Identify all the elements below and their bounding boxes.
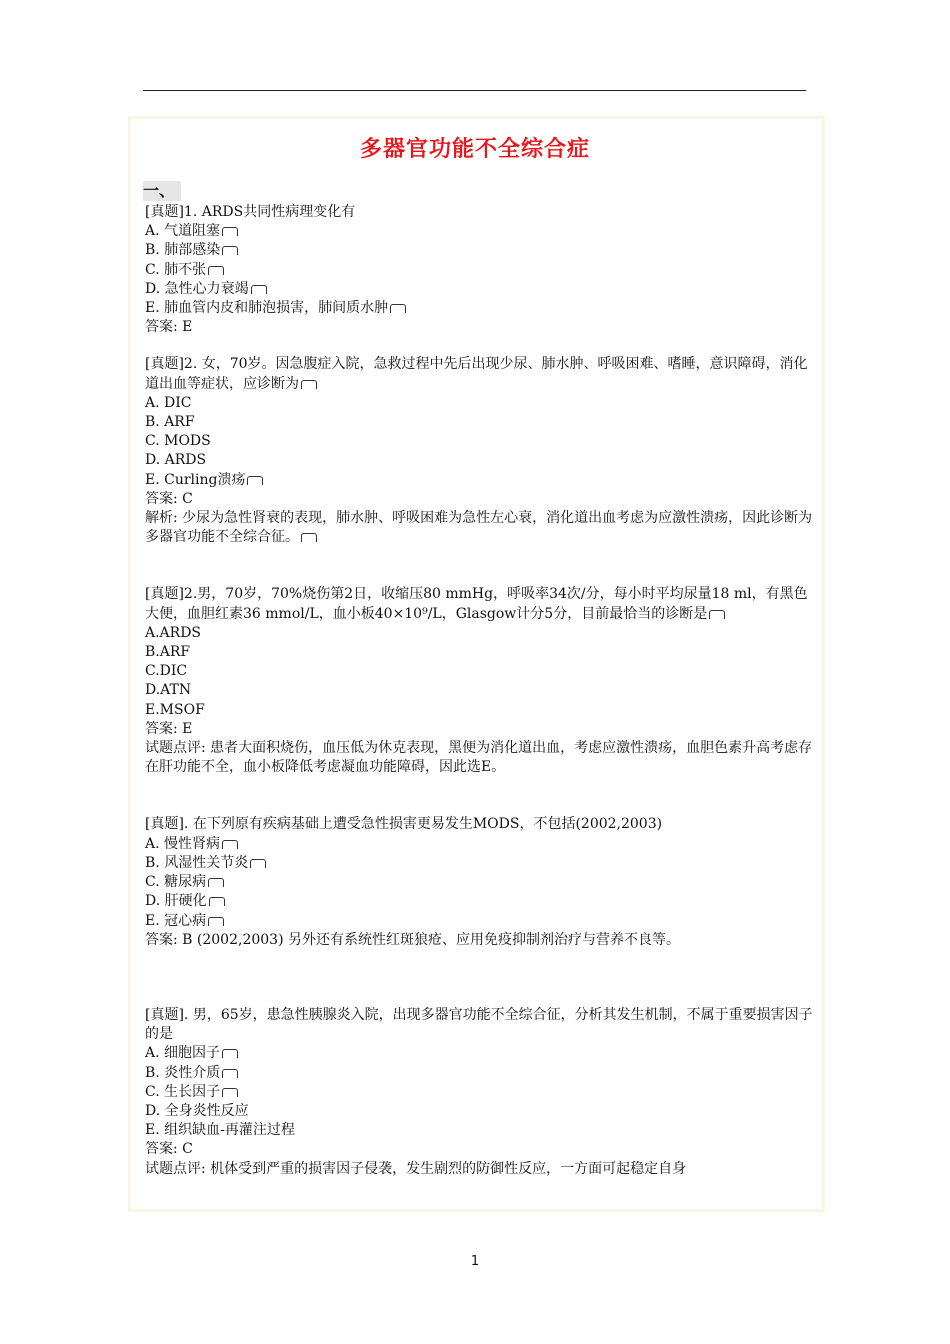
option-b: B. 炎性介质 <box>145 1064 813 1083</box>
option-e: E. 组织缺血-再灌注过程 <box>145 1122 295 1139</box>
paragraph-mark-icon <box>222 1049 238 1058</box>
option-d: D. 急性心力衰竭 <box>145 280 813 299</box>
paragraph-mark-icon <box>208 878 224 887</box>
page-number: 1 <box>470 1254 480 1269</box>
option-e: E. 冠心病 <box>145 912 813 931</box>
explanation: 试题点评: 患者大面积烧伤，血压低为休克表现，黑便为消化道出血，考虑应激性溃疡，血胆色素升高考虑存在肝功能不全，血小板降低考虑凝血功能障碍，因此选E。 <box>145 740 813 776</box>
option-d: D. 全身炎性反应 <box>145 1102 249 1119</box>
paragraph-mark-icon <box>222 246 238 255</box>
question-3 <box>145 585 813 777</box>
paragraph-mark-icon <box>208 266 224 275</box>
paragraph-mark-icon <box>390 304 406 313</box>
option-e: E. 肺血管内皮和肺泡损害，肺间质水肿 <box>145 299 813 318</box>
option-a: A. 细胞因子 <box>145 1044 813 1063</box>
option-e: E.MSOF <box>145 701 205 718</box>
paragraph-mark-icon <box>247 476 263 485</box>
explanation: 解析: 少尿为急性肾衰的表现，肺水肿、呼吸困难为急性左心衰，消化道出血考虑为应激性溃疡，因此诊断为多器官功能不全综合征。 <box>145 510 813 546</box>
answer: 答案: E <box>145 319 193 336</box>
answer: 答案: B (2002,2003) 另外还有系统性红斑狼疮、应用免疫抑制剂治疗与营养不良等。 <box>145 931 680 948</box>
option-c: C. 肺不张 <box>145 261 813 280</box>
question-2 <box>145 355 813 547</box>
paragraph-mark-icon <box>222 227 238 236</box>
question-stem: [真题]2.男，70岁，70%烧伤第2日，收缩压80 mmHg，呼吸率34次/分，每小时平均尿量18 ml，有黑色大便，血胆红素36 mmol/L，血小板40×10⁹/L，Glasgow计分5分，目前最恰当的诊断是 <box>145 586 808 622</box>
paragraph-mark-icon <box>222 840 238 849</box>
section-heading: 一、 <box>143 181 181 201</box>
option-e: E. Curling溃疡 <box>145 471 813 490</box>
paragraph-mark-icon <box>251 285 267 294</box>
option-d: D. ARDS <box>145 452 207 469</box>
explanation: 试题点评: 机体受到严重的损害因子侵袭，发生剧烈的防御性反应，一方面可起稳定自身 <box>145 1160 687 1177</box>
header-rule <box>143 90 806 91</box>
answer: 答案: E <box>145 720 193 737</box>
option-b: B. ARF <box>145 414 195 431</box>
option-b: B. 风湿性关节炎 <box>145 854 813 873</box>
option-c: C.DIC <box>145 663 188 680</box>
option-b: B.ARF <box>145 644 191 661</box>
document-title: 多器官功能不全综合症 <box>359 137 590 162</box>
question-stem: [真题]. 在下列原有疾病基础上遭受急性损害更易发生MODS，不包括(2002,2003) <box>145 816 663 833</box>
option-c: C. MODS <box>145 433 211 450</box>
paragraph-mark-icon <box>209 897 225 906</box>
paragraph-mark-icon <box>709 610 725 619</box>
paragraph-mark-icon <box>301 533 317 542</box>
answer: 答案: C <box>145 490 193 507</box>
option-c: C. 糖尿病 <box>145 873 813 892</box>
question-1 <box>145 203 813 337</box>
question-stem: [真题]. 男，65岁，患急性胰腺炎入院，出现多器官功能不全综合征，分析其发生机制，不属于重要损害因子的是 <box>145 1006 813 1043</box>
question-list <box>145 203 813 1179</box>
option-b: B. 肺部感染 <box>145 241 813 260</box>
question-stem: [真题]1. ARDS共同性病理变化有 <box>145 204 356 220</box>
question-4 <box>145 815 813 949</box>
option-d: D. 肝硬化 <box>145 892 813 911</box>
paragraph-mark-icon <box>222 1069 238 1078</box>
paragraph-mark-icon <box>250 859 266 868</box>
question-5 <box>145 1006 813 1179</box>
paragraph-mark-icon <box>208 917 224 926</box>
paragraph-mark-icon <box>301 380 317 389</box>
option-d: D.ATN <box>145 682 192 699</box>
option-a: A.ARDS <box>145 624 202 641</box>
answer: 答案: C <box>145 1141 193 1158</box>
option-a: A. 慢性肾病 <box>145 835 813 854</box>
paragraph-mark-icon <box>222 1088 238 1097</box>
option-a: A. 气道阻塞 <box>145 222 813 241</box>
option-a: A. DIC <box>145 394 192 411</box>
option-c: C. 生长因子 <box>145 1083 813 1102</box>
question-stem: [真题]2. 女，70岁。因急腹症入院，急救过程中先后出现少尿、肺水肿、呼吸困难、嗜睡，意识障碍，消化道出血等症状，应诊断为 <box>145 356 808 392</box>
